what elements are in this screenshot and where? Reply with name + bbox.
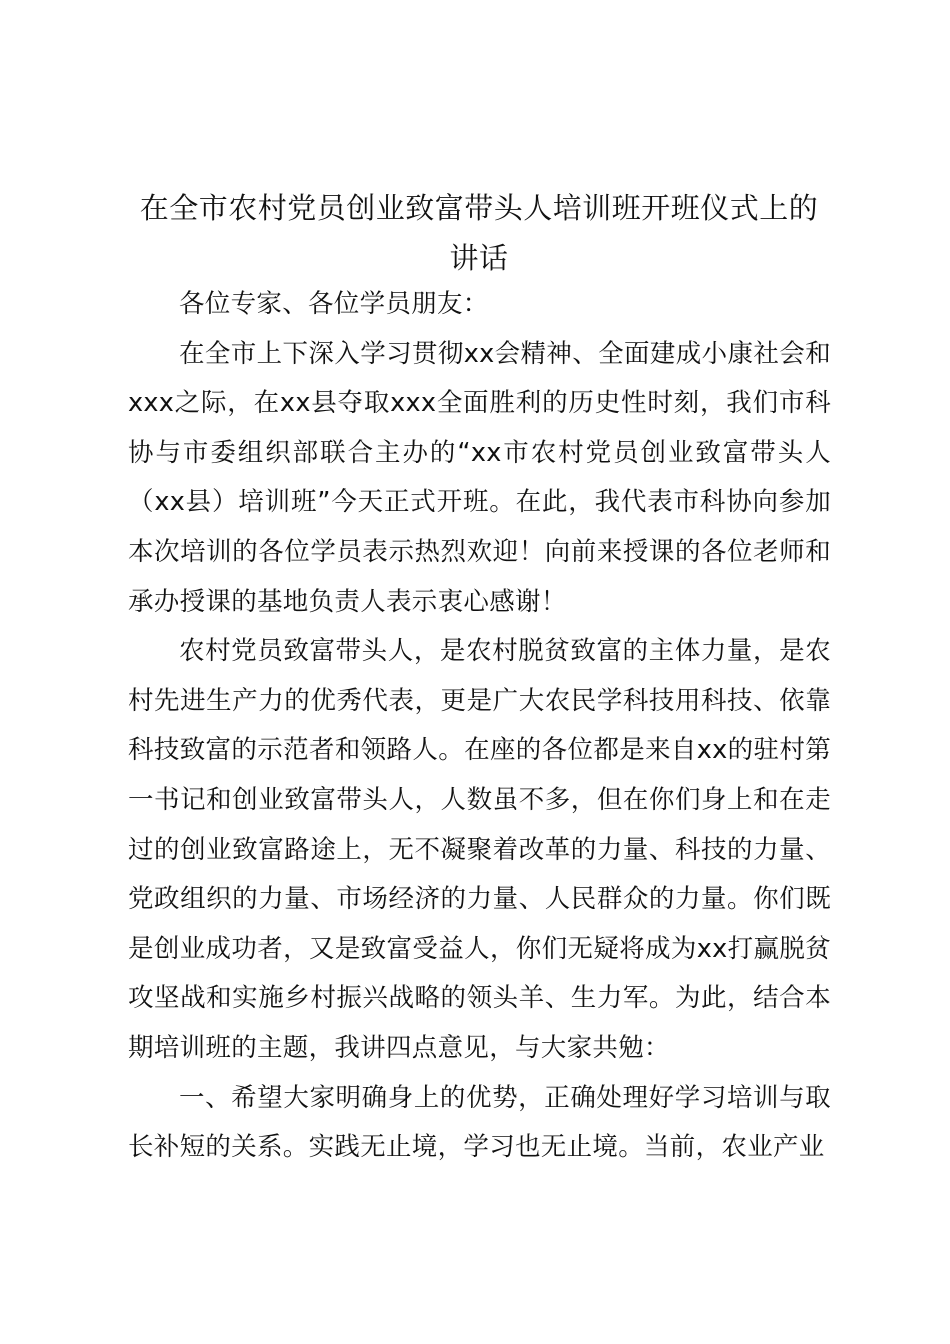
body-paragraph: 农村党员致富带头人，是农村脱贫致富的主体力量，是农村先进生产力的优秀代表，更是广大农民学科技用科技、依靠科技致富的示范者和领路人。在座的各位都是来自xx的驻村第一书记和创业致富带头人，人数虽不多，但在你们身上和在走过的创业致富路途上，无不凝聚着改革的力量、科技的力量、党政组织的力量、市场经济的力量、人民群众的力量。你们既是创业成功者，又是致富受益人，你们无疑将成为xx打赢脱贫攻坚战和实施乡村振兴战略的领头羊、生力军。为此，结合本期培训班的主题，我讲四点意见，与大家共勉：: [128, 636, 831, 1063]
salutation-paragraph: 各位专家、各位学员朋友：: [179, 289, 489, 319]
document-title: 在全市农村党员创业致富带头人培训班开班仪式上的讲话: [139, 191, 819, 275]
section-one-paragraph: 一、希望大家明确身上的优势，正确处理好学习培训与取长补短的关系。实践无止境，学习也无止境。当前，农业产业: [128, 1082, 831, 1163]
opening-paragraph: 在全市上下深入学习贯彻xx会精神、全面建成小康社会和xxx之际，在xx县夺取xxx全面胜利的历史性时刻，我们市科协与市委组织部联合主办的“xx市农村党员创业致富带头人（xx县）培训班”今天正式开班。在此，我代表市科协向参加本次培训的各位学员表示热烈欢迎！向前来授课的各位老师和承办授课的基地负责人表示衷心感谢！: [128, 338, 831, 617]
document-body: [128, 280, 831, 1173]
